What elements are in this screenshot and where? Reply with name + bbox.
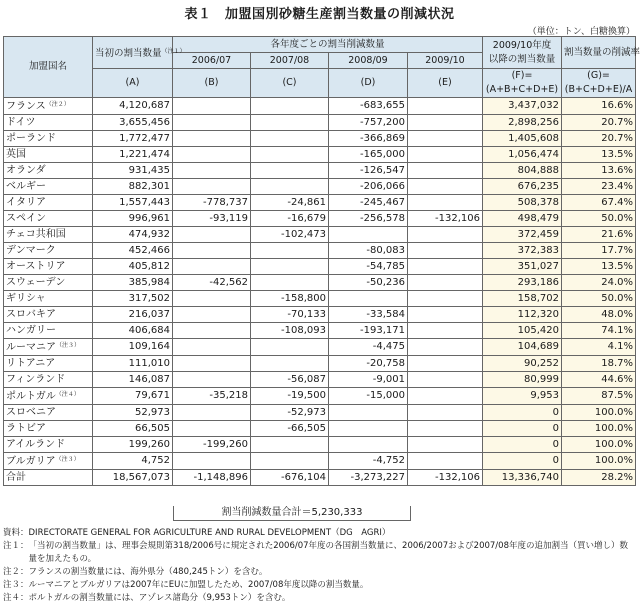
note-4: 注４： ポルトガルの割当数量には、アゾレス諸島分（9,953トン）を含む。 xyxy=(3,593,291,603)
cell-final: 112,320 xyxy=(483,307,562,323)
total-d: -3,273,227 xyxy=(329,470,408,486)
cell-2008: -20,758 xyxy=(329,356,408,372)
table-row xyxy=(4,275,636,291)
cell-2006 xyxy=(173,147,251,163)
cell-2006 xyxy=(173,98,251,115)
country-note: （注２） xyxy=(45,101,70,108)
cell-2008: -126,547 xyxy=(329,163,408,179)
country-name: オーストリア xyxy=(4,259,93,275)
cell-2006 xyxy=(173,307,251,323)
country-name: スロバキア xyxy=(4,307,93,323)
cell-2009 xyxy=(408,356,483,372)
cell-initial: 111,010 xyxy=(93,356,173,372)
cell-2008 xyxy=(329,291,408,307)
cell-2008: -757,200 xyxy=(329,115,408,131)
cell-final: 372,383 xyxy=(483,243,562,259)
cell-final: 676,235 xyxy=(483,179,562,195)
cell-2009 xyxy=(408,453,483,470)
cell-final: 9,953 xyxy=(483,388,562,405)
cell-2007 xyxy=(251,259,329,275)
cell-2008: -4,475 xyxy=(329,339,408,356)
cell-final: 2,898,256 xyxy=(483,115,562,131)
cell-2007: -19,500 xyxy=(251,388,329,405)
country-name: ポルトガル$^{(注4)}$ xyxy=(4,388,93,405)
table-row xyxy=(4,147,636,163)
cell-rate: 87.5% xyxy=(562,388,636,405)
table-row xyxy=(4,131,636,147)
country-name: デンマーク xyxy=(4,243,93,259)
country-name: ラトビア xyxy=(4,421,93,437)
total-b: -1,148,896 xyxy=(173,470,251,486)
cell-rate: 74.1% xyxy=(562,323,636,339)
cell-2009 xyxy=(408,421,483,437)
cell-2008 xyxy=(329,421,408,437)
quota-table xyxy=(3,36,640,486)
cell-2008: -50,236 xyxy=(329,275,408,291)
cell-2006 xyxy=(173,131,251,147)
cell-2007: -16,679 xyxy=(251,211,329,227)
cell-rate: 21.6% xyxy=(562,227,636,243)
cell-initial: 405,812 xyxy=(93,259,173,275)
cell-initial: 216,037 xyxy=(93,307,173,323)
table-row xyxy=(4,421,636,437)
cell-2007 xyxy=(251,437,329,453)
cell-2009 xyxy=(408,227,483,243)
cell-2008: -683,655 xyxy=(329,98,408,115)
table-row xyxy=(4,307,636,323)
cell-2007: -24,861 xyxy=(251,195,329,211)
country-name: ルーマニア$^{(注3)}$ xyxy=(4,339,93,356)
total-label: 合計 xyxy=(4,470,93,486)
cell-initial: 452,466 xyxy=(93,243,173,259)
cell-rate: 50.0% xyxy=(562,211,636,227)
cell-2007 xyxy=(251,98,329,115)
cell-final: 804,888 xyxy=(483,163,562,179)
country-name: チェコ共和国 xyxy=(4,227,93,243)
cell-initial: 66,505 xyxy=(93,421,173,437)
header-2007: 2007/08 xyxy=(251,53,329,69)
header-col-e: (E) xyxy=(408,69,483,98)
cell-2009 xyxy=(408,291,483,307)
cell-2007 xyxy=(251,243,329,259)
total-row xyxy=(4,470,636,486)
country-name: スウェーデン xyxy=(4,275,93,291)
header-rate: 割当数量の削減率 xyxy=(562,37,636,69)
cell-rate: 67.4% xyxy=(562,195,636,211)
cell-2009 xyxy=(408,98,483,115)
table-row xyxy=(4,453,636,470)
cell-2008: -206,066 xyxy=(329,179,408,195)
country-name: ドイツ xyxy=(4,115,93,131)
cell-2009 xyxy=(408,405,483,421)
table-row xyxy=(4,227,636,243)
cell-2006: -35,218 xyxy=(173,388,251,405)
cell-2006 xyxy=(173,115,251,131)
cell-final: 0 xyxy=(483,421,562,437)
cell-2007: -108,093 xyxy=(251,323,329,339)
cell-final: 104,689 xyxy=(483,339,562,356)
table-row xyxy=(4,163,636,179)
cell-initial: 385,984 xyxy=(93,275,173,291)
note-source: 資料： DIRECTORATE GENERAL FOR AGRICULTURE AND RURAL DEVELOPMENT（DG AGRI） xyxy=(3,528,391,538)
cell-2008: -33,584 xyxy=(329,307,408,323)
header-col-g: (G)= (B+C+D+E)/A xyxy=(562,69,636,98)
cell-initial: 1,772,477 xyxy=(93,131,173,147)
cell-initial: 474,932 xyxy=(93,227,173,243)
cell-initial: 3,655,456 xyxy=(93,115,173,131)
cell-rate: 24.0% xyxy=(562,275,636,291)
table-row xyxy=(4,98,636,115)
cell-2009 xyxy=(408,275,483,291)
total-e: -132,106 xyxy=(408,470,483,486)
total-f: 13,336,740 xyxy=(483,470,562,486)
note-1: 注１： 「当初の割当数量」は、理事会規則第318/2006号に規定された2006/07年度の各国割当数量に、2006/2007および2007/08年度の追加割当（買い増し）数量を加えたもの。 xyxy=(3,541,628,564)
table-row xyxy=(4,243,636,259)
cell-initial: 931,435 xyxy=(93,163,173,179)
cell-2008: -366,869 xyxy=(329,131,408,147)
cell-2008: -245,467 xyxy=(329,195,408,211)
cell-2006 xyxy=(173,243,251,259)
cell-rate: 100.0% xyxy=(562,421,636,437)
cell-2007: -102,473 xyxy=(251,227,329,243)
cell-2009 xyxy=(408,372,483,388)
cell-2007 xyxy=(251,339,329,356)
cell-2006: -42,562 xyxy=(173,275,251,291)
header-2006: 2006/07 xyxy=(173,53,251,69)
cell-2007 xyxy=(251,163,329,179)
cell-2008 xyxy=(329,227,408,243)
country-name: ブルガリア$^{(注3)}$ xyxy=(4,453,93,470)
table-row xyxy=(4,388,636,405)
table-row xyxy=(4,115,636,131)
country-name: リトアニア xyxy=(4,356,93,372)
cell-2009 xyxy=(408,243,483,259)
cell-2006: -93,119 xyxy=(173,211,251,227)
cell-final: 3,437,032 xyxy=(483,98,562,115)
cell-2008 xyxy=(329,437,408,453)
cell-2006 xyxy=(173,163,251,179)
country-name: アイルランド xyxy=(4,437,93,453)
cell-2008: -54,785 xyxy=(329,259,408,275)
cell-initial: 109,164 xyxy=(93,339,173,356)
cell-2006 xyxy=(173,291,251,307)
cell-2007: -66,505 xyxy=(251,421,329,437)
cell-2009 xyxy=(408,163,483,179)
cell-2008: -165,000 xyxy=(329,147,408,163)
cell-rate: 48.0% xyxy=(562,307,636,323)
table-row xyxy=(4,195,636,211)
table-row xyxy=(4,339,636,356)
note-3: 注３： ルーマニアとブルガリアは2007年にEUに加盟したため、2007/08年度以降の割当数量。 xyxy=(3,580,369,590)
cell-final: 158,702 xyxy=(483,291,562,307)
country-name: イタリア xyxy=(4,195,93,211)
table-row xyxy=(4,259,636,275)
cell-rate: 44.6% xyxy=(562,372,636,388)
cell-rate: 23.4% xyxy=(562,179,636,195)
page-title: 表１ 加盟国別砂糖生産割当数量の削減状況 xyxy=(184,7,455,22)
cell-2006 xyxy=(173,339,251,356)
cell-final: 1,405,608 xyxy=(483,131,562,147)
cell-final: 372,459 xyxy=(483,227,562,243)
cell-2007 xyxy=(251,147,329,163)
cell-2009 xyxy=(408,115,483,131)
total-reduction-sum: 割当削減数量合計＝5,230,333 xyxy=(173,506,411,521)
cell-2006 xyxy=(173,405,251,421)
cell-initial: 317,502 xyxy=(93,291,173,307)
cell-2008: -4,752 xyxy=(329,453,408,470)
country-name: ベルギー xyxy=(4,179,93,195)
cell-initial: 52,973 xyxy=(93,405,173,421)
cell-2007: -56,087 xyxy=(251,372,329,388)
cell-final: 0 xyxy=(483,453,562,470)
cell-2006 xyxy=(173,259,251,275)
cell-2007 xyxy=(251,275,329,291)
country-name: スペイン xyxy=(4,211,93,227)
cell-final: 351,027 xyxy=(483,259,562,275)
cell-initial: 1,221,474 xyxy=(93,147,173,163)
country-note: （注３） xyxy=(55,456,80,463)
cell-2006 xyxy=(173,356,251,372)
total-c: -676,104 xyxy=(251,470,329,486)
header-initial: 当初の割当数量$^{(注1)}$ xyxy=(93,37,173,69)
country-note: （注４） xyxy=(55,391,80,398)
cell-2009 xyxy=(408,147,483,163)
cell-2009 xyxy=(408,388,483,405)
header-col-a: (A) xyxy=(93,69,173,98)
cell-2007 xyxy=(251,356,329,372)
cell-rate: 16.6% xyxy=(562,98,636,115)
cell-2006: -778,737 xyxy=(173,195,251,211)
header-2008: 2008/09 xyxy=(329,53,408,69)
cell-2008: -80,083 xyxy=(329,243,408,259)
cell-2008: -256,578 xyxy=(329,211,408,227)
country-name: オランダ xyxy=(4,163,93,179)
cell-2007 xyxy=(251,179,329,195)
cell-2009 xyxy=(408,259,483,275)
country-name: フランス$^{(注2)}$ xyxy=(4,98,93,115)
cell-2006 xyxy=(173,453,251,470)
cell-initial: 199,260 xyxy=(93,437,173,453)
cell-2009: -132,106 xyxy=(408,211,483,227)
cell-2006 xyxy=(173,421,251,437)
cell-2008: -15,000 xyxy=(329,388,408,405)
cell-2009 xyxy=(408,131,483,147)
cell-final: 0 xyxy=(483,405,562,421)
country-name: 英国 xyxy=(4,147,93,163)
cell-final: 293,186 xyxy=(483,275,562,291)
cell-2006 xyxy=(173,227,251,243)
table-row xyxy=(4,405,636,421)
cell-rate: 100.0% xyxy=(562,453,636,470)
cell-2007: -52,973 xyxy=(251,405,329,421)
cell-final: 508,378 xyxy=(483,195,562,211)
cell-initial: 996,961 xyxy=(93,211,173,227)
cell-final: 1,056,474 xyxy=(483,147,562,163)
cell-rate: 13.5% xyxy=(562,259,636,275)
cell-initial: 406,684 xyxy=(93,323,173,339)
table-row xyxy=(4,211,636,227)
cell-initial: 882,301 xyxy=(93,179,173,195)
cell-2006 xyxy=(173,372,251,388)
cell-2008: -193,171 xyxy=(329,323,408,339)
cell-initial: 4,120,687 xyxy=(93,98,173,115)
cell-rate: 100.0% xyxy=(562,437,636,453)
header-2009: 2009/10 xyxy=(408,53,483,69)
header-col-f: (F)= (A+B+C+D+E) xyxy=(483,69,562,98)
cell-initial: 146,087 xyxy=(93,372,173,388)
country-name: ハンガリー xyxy=(4,323,93,339)
cell-rate: 18.7% xyxy=(562,356,636,372)
cell-2008: -9,001 xyxy=(329,372,408,388)
country-name: スロベニア xyxy=(4,405,93,421)
cell-rate: 4.1% xyxy=(562,339,636,356)
header-col-d: (D) xyxy=(329,69,408,98)
cell-rate: 50.0% xyxy=(562,291,636,307)
cell-2009 xyxy=(408,339,483,356)
cell-2007: -70,133 xyxy=(251,307,329,323)
cell-2009 xyxy=(408,323,483,339)
header-country: 加盟国名 xyxy=(4,37,93,98)
note-2: 注２： フランスの割当数量には、海外県分（480,245トン）を含む。 xyxy=(3,567,268,577)
cell-final: 105,420 xyxy=(483,323,562,339)
unit-label: （単位：トン、白糖換算） xyxy=(527,27,635,37)
header-col-b: (B) xyxy=(173,69,251,98)
cell-final: 90,252 xyxy=(483,356,562,372)
cell-rate: 20.7% xyxy=(562,115,636,131)
cell-2007 xyxy=(251,115,329,131)
cell-2009 xyxy=(408,437,483,453)
cell-2007 xyxy=(251,453,329,470)
cell-2007 xyxy=(251,131,329,147)
cell-final: 498,479 xyxy=(483,211,562,227)
cell-final: 80,999 xyxy=(483,372,562,388)
country-name: ポーランド xyxy=(4,131,93,147)
table-row xyxy=(4,437,636,453)
country-name: ギリシャ xyxy=(4,291,93,307)
cell-rate: 13.6% xyxy=(562,163,636,179)
cell-2006 xyxy=(173,179,251,195)
cell-initial: 79,671 xyxy=(93,388,173,405)
table-row xyxy=(4,356,636,372)
cell-2006: -199,260 xyxy=(173,437,251,453)
cell-2006 xyxy=(173,323,251,339)
table-row xyxy=(4,291,636,307)
table-row xyxy=(4,179,636,195)
cell-2009 xyxy=(408,307,483,323)
header-col-c: (C) xyxy=(251,69,329,98)
notes xyxy=(3,527,635,605)
cell-rate: 100.0% xyxy=(562,405,636,421)
total-a: 18,567,073 xyxy=(93,470,173,486)
cell-final: 0 xyxy=(483,437,562,453)
cell-initial: 1,557,443 xyxy=(93,195,173,211)
cell-2009 xyxy=(408,179,483,195)
cell-rate: 17.7% xyxy=(562,243,636,259)
cell-2008 xyxy=(329,405,408,421)
cell-initial: 4,752 xyxy=(93,453,173,470)
table-row xyxy=(4,372,636,388)
total-g: 28.2% xyxy=(562,470,636,486)
header-reduction-group: 各年度ごとの割当削減数量 xyxy=(173,37,483,53)
cell-2009 xyxy=(408,195,483,211)
cell-rate: 13.5% xyxy=(562,147,636,163)
cell-2007: -158,800 xyxy=(251,291,329,307)
country-note: （注３） xyxy=(56,342,81,349)
cell-rate: 20.7% xyxy=(562,131,636,147)
table-row xyxy=(4,323,636,339)
country-name: フィンランド xyxy=(4,372,93,388)
header-final: 2009/10年度 以降の割当数量 xyxy=(483,37,562,69)
